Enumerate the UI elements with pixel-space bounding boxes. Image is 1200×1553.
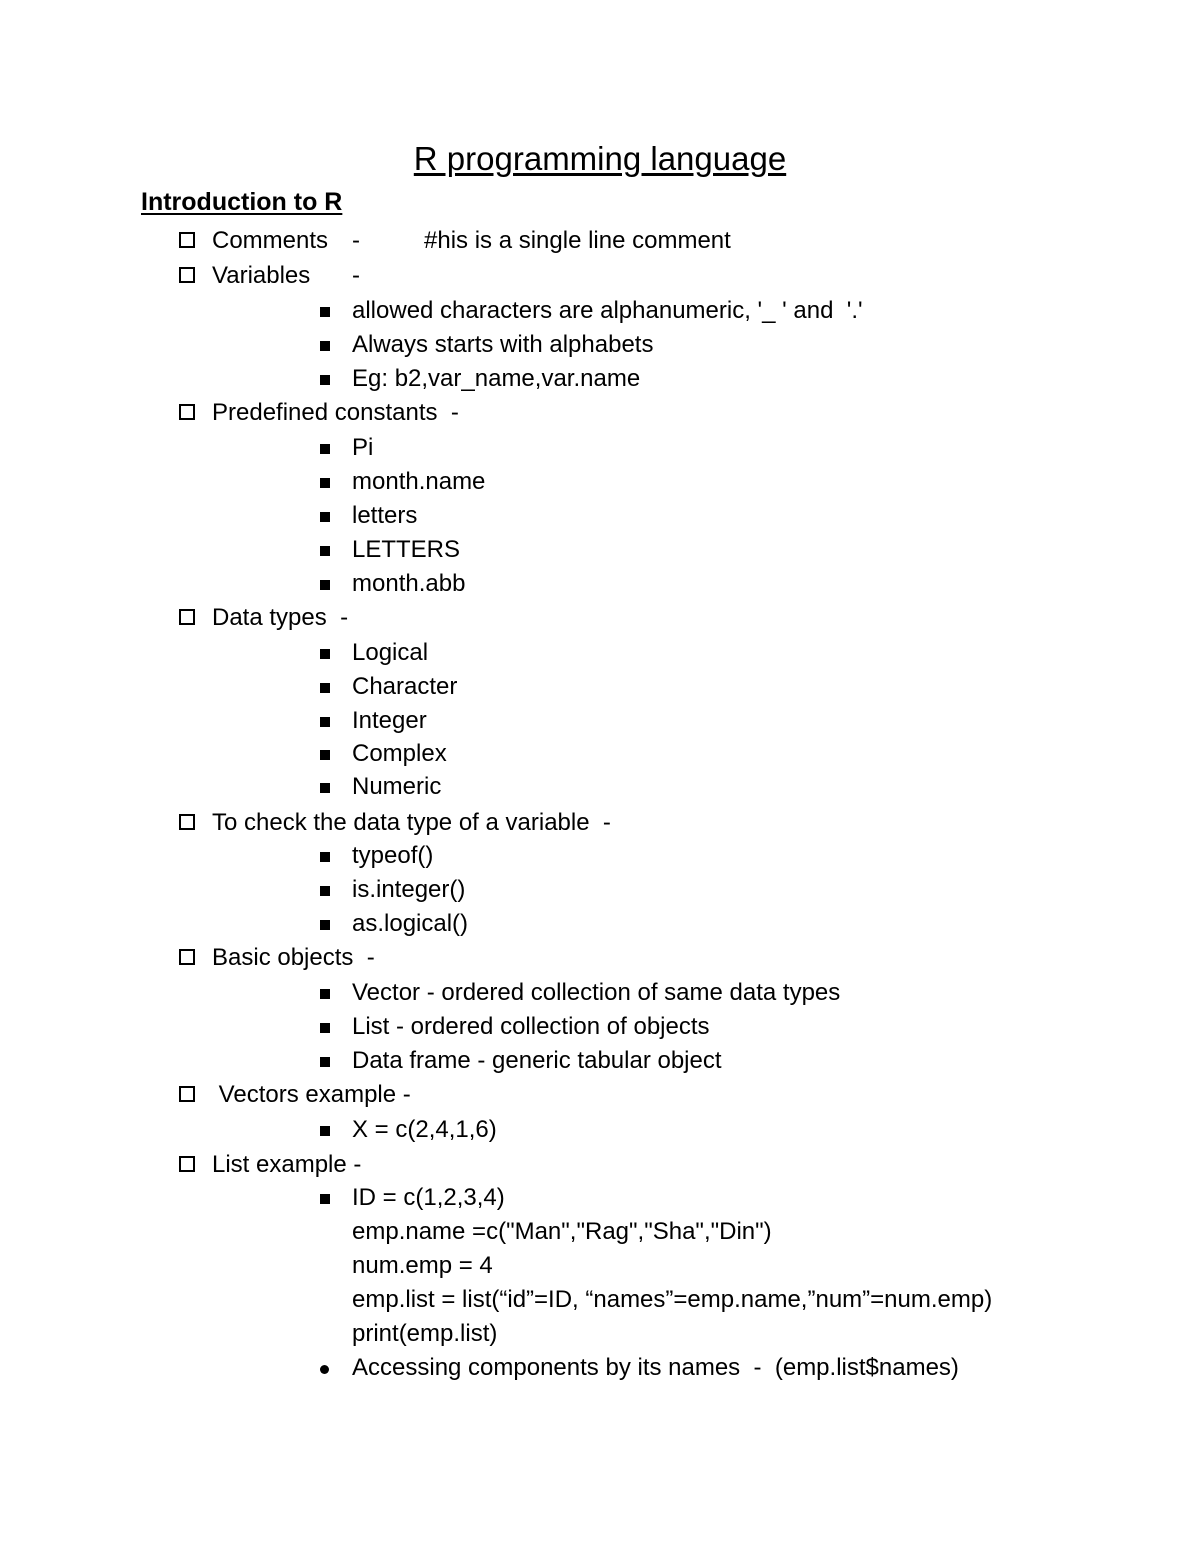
list-item: Accessing components by its names - (emp.list$names) xyxy=(352,1354,959,1381)
checkbox-icon xyxy=(179,267,195,283)
square-bullet-icon xyxy=(320,1126,330,1136)
item-comments-label: Comments xyxy=(212,227,329,254)
list-item: Always starts with alphabets xyxy=(352,331,654,358)
list-item: Character xyxy=(352,673,458,700)
item-variables-label: Variables xyxy=(212,262,311,289)
list-item: Numeric xyxy=(352,773,442,800)
item-list-label: List example - xyxy=(212,1151,362,1178)
item-vectors-label: Vectors example - xyxy=(212,1081,411,1108)
list-item: as.logical() xyxy=(352,910,469,937)
square-bullet-icon xyxy=(320,852,330,862)
list-item: letters xyxy=(352,502,418,529)
square-bullet-icon xyxy=(320,307,330,317)
checkbox-icon xyxy=(179,1086,195,1102)
item-constants-label: Predefined constants - xyxy=(212,399,459,426)
square-bullet-icon xyxy=(320,512,330,522)
square-bullet-icon xyxy=(320,649,330,659)
code-line: num.emp = 4 xyxy=(352,1252,493,1279)
round-bullet-icon xyxy=(320,1365,329,1374)
list-item: List - ordered collection of objects xyxy=(352,1013,710,1040)
square-bullet-icon xyxy=(320,580,330,590)
list-item: Eg: b2,var_name,var.name xyxy=(352,365,641,392)
list-item: month.abb xyxy=(352,570,466,597)
list-item: X = c(2,4,1,6) xyxy=(352,1116,497,1143)
list-item: Pi xyxy=(352,434,374,461)
square-bullet-icon xyxy=(320,1057,330,1067)
checkbox-icon xyxy=(179,814,195,830)
code-line: print(emp.list) xyxy=(352,1320,498,1347)
square-bullet-icon xyxy=(320,717,330,727)
list-item: typeof() xyxy=(352,842,434,869)
square-bullet-icon xyxy=(320,546,330,556)
list-item: Vector - ordered collection of same data types xyxy=(352,979,841,1006)
section-heading: Introduction to R xyxy=(141,188,343,216)
square-bullet-icon xyxy=(320,920,330,930)
square-bullet-icon xyxy=(320,683,330,693)
code-line: emp.name =c("Man","Rag","Sha","Din") xyxy=(352,1218,772,1245)
list-item: allowed characters are alphanumeric, '_ ' and '.' xyxy=(352,297,863,324)
square-bullet-icon xyxy=(320,750,330,760)
list-item: month.name xyxy=(352,468,486,495)
list-item: Complex xyxy=(352,740,447,767)
document-title: R programming language xyxy=(413,140,787,177)
code-line: ID = c(1,2,3,4) xyxy=(352,1184,505,1211)
item-datatypes-label: Data types - xyxy=(212,604,349,631)
checkbox-icon xyxy=(179,949,195,965)
square-bullet-icon xyxy=(320,989,330,999)
square-bullet-icon xyxy=(320,341,330,351)
code-line: emp.list = list(“id”=ID, “names”=emp.name,”num”=num.emp) xyxy=(352,1286,993,1313)
list-item: Integer xyxy=(352,707,427,734)
list-item: LETTERS xyxy=(352,536,461,563)
item-comments-dash: - xyxy=(352,227,360,254)
square-bullet-icon xyxy=(320,1023,330,1033)
square-bullet-icon xyxy=(320,1194,330,1204)
square-bullet-icon xyxy=(320,444,330,454)
list-item: is.integer() xyxy=(352,876,466,903)
checkbox-icon xyxy=(179,609,195,625)
square-bullet-icon xyxy=(320,886,330,896)
item-check-label: To check the data type of a variable - xyxy=(212,809,611,836)
list-item: Data frame - generic tabular object xyxy=(352,1047,722,1074)
checkbox-icon xyxy=(179,1156,195,1172)
square-bullet-icon xyxy=(320,478,330,488)
checkbox-icon xyxy=(179,232,195,248)
square-bullet-icon xyxy=(320,783,330,793)
item-objects-label: Basic objects - xyxy=(212,944,375,971)
checkbox-icon xyxy=(179,404,195,420)
square-bullet-icon xyxy=(320,375,330,385)
item-variables-dash: - xyxy=(352,262,360,289)
item-comments-detail: #his is a single line comment xyxy=(424,227,731,254)
list-item: Logical xyxy=(352,639,429,666)
